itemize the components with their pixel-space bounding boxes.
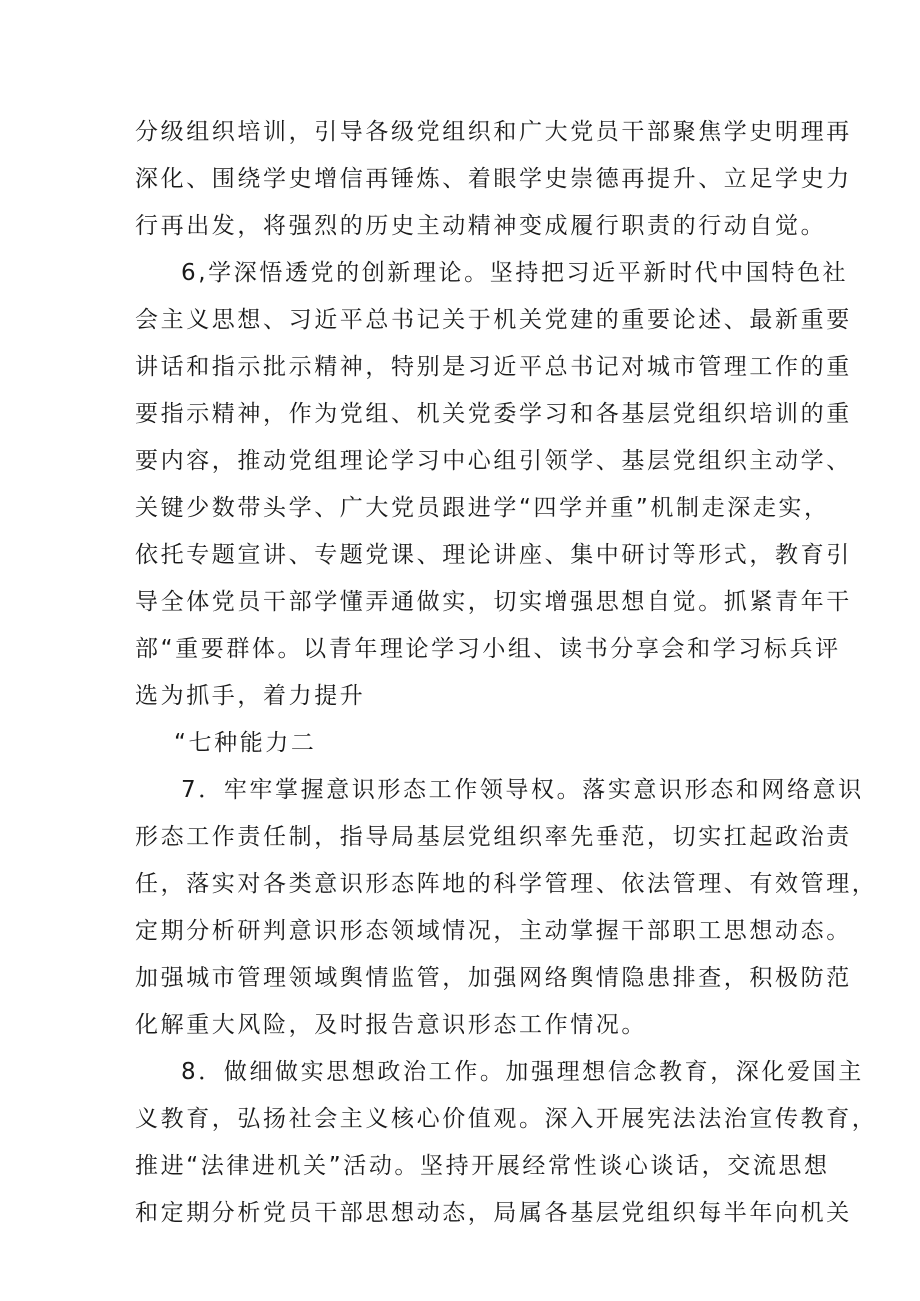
text-line: 加强城市管理领域舆情监管，加强网络舆情隐患排查，积极防范	[135, 965, 852, 991]
text-line: 和定期分析党员干部思想动态，局属各基层党组织每半年向机关	[135, 1200, 852, 1226]
text-line: 深化、围绕学史增信再锤炼、着眼学史崇德再提升、立足学史力	[135, 166, 852, 192]
text-line: 会主义思想、习近平总书记关于机关党建的重要论述、最新重要	[135, 307, 852, 333]
text-line: 形态工作责任制，指导局基层党组织率先垂范，切实扛起政治责	[135, 824, 852, 850]
text-line: 要内容，推动党组理论学习中心组引领学、基层党组织主动学、	[135, 448, 852, 474]
text-line: 关键少数带头学、广大党员跟进学“四学并重”机制走深走实，	[135, 495, 830, 521]
text-line: 化解重大风险，及时报告意识形态工作情况。	[135, 1012, 647, 1038]
text-line: 部“重要群体。以青年理论学习小组、读书分享会和学习标兵评	[135, 636, 841, 662]
text-line: 分级组织培训，引导各级党组织和广大党员干部聚焦学史明理再	[135, 119, 852, 145]
text-line: 行再出发，将强烈的历史主动精神变成履行职责的行动自觉。	[135, 213, 827, 239]
text-line: 要指示精神，作为党组、机关党委学习和各基层党组织培训的重	[135, 401, 852, 427]
text-line: 推进“法律进机关”活动。坚持开展经常性谈心谈话，交流思想	[135, 1153, 830, 1179]
text-line: 导全体党员干部学懂弄通做实，切实增强思想自觉。抓紧青年干	[135, 589, 852, 615]
text-line: 选为抓手，着力提升	[135, 683, 366, 709]
paragraph-6-first-line: 6,学深悟透党的创新理论。坚持把习近平新时代中国特色社	[181, 260, 849, 286]
text-line: 任，落实对各类意识形态阵地的科学管理、依法管理、有效管理，	[135, 871, 878, 897]
fragment-line: “七种能力二	[174, 730, 317, 756]
paragraph-7-first-line: 7．牢牢掌握意识形态工作领导权。落实意识形态和网络意识	[181, 777, 864, 803]
text-line: 定期分析研判意识形态领域情况，主动掌握干部职工思想动态。	[135, 918, 852, 944]
paragraph-8-first-line: 8．做细做实思想政治工作。加强理想信念教育，深化爱国主	[181, 1059, 864, 1085]
text-line: 依托专题宣讲、专题党课、理论讲座、集中研讨等形式，教育引	[135, 542, 852, 568]
text-line: 讲话和指示批示精神，特别是习近平总书记对城市管理工作的重	[135, 354, 852, 380]
text-line: 义教育，弘扬社会主义核心价值观。深入开展宪法法治宣传教育，	[135, 1106, 878, 1132]
